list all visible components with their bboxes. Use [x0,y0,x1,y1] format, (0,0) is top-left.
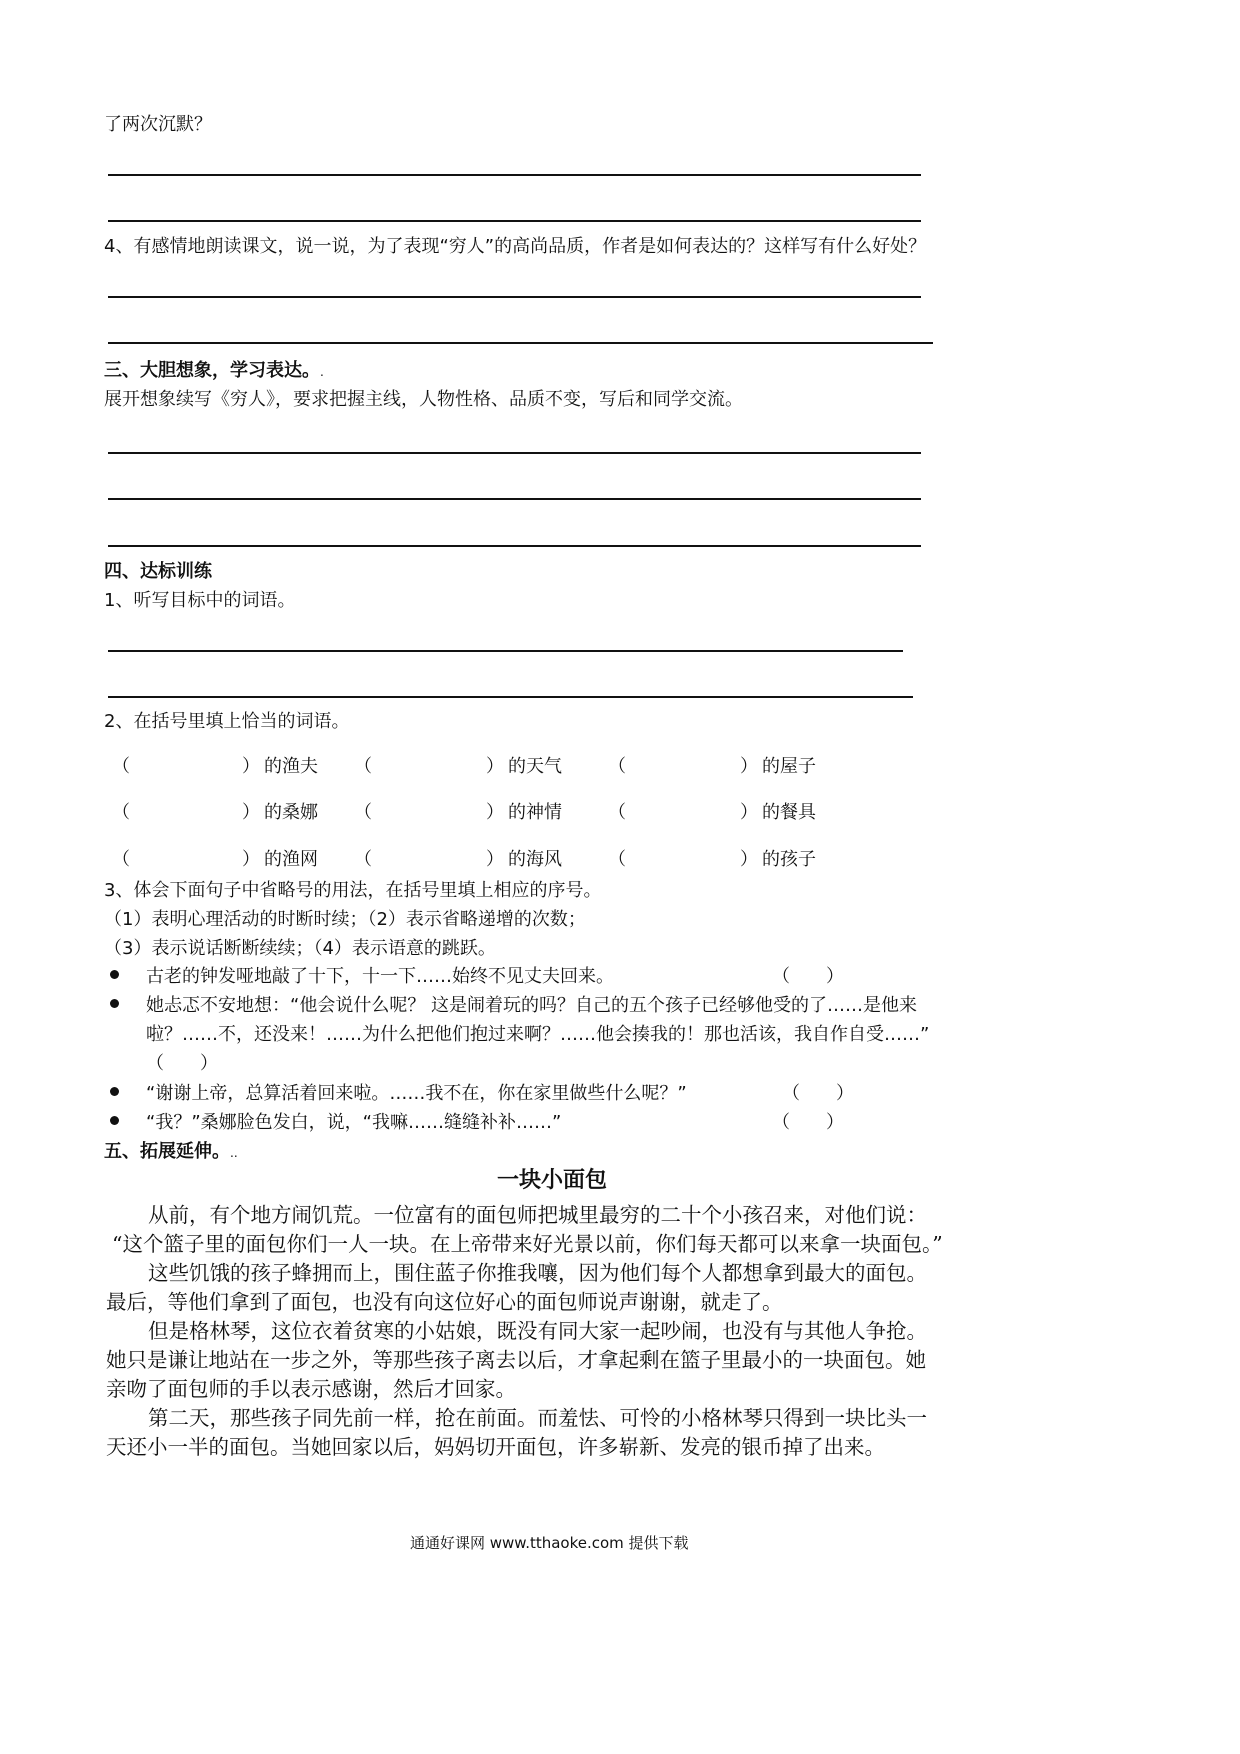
fill-blank-word: 的孩子 [762,849,816,870]
close-paren: ） [242,802,260,823]
story-line: 她只是谦让地站在一步之外，等那些孩子离去以后，才拿起剩在篮子里最小的一块面包。她 [106,1348,926,1372]
story-line: “这个篮子里的面包你们一人一块。在上帝带来好光景以前，你们每天都可以来拿一块面包。” [112,1232,943,1256]
open-paren: （ [608,802,626,823]
fill-blank-word: 的餐具 [762,802,816,823]
answer-line [108,220,921,222]
section-3-heading: 三、大胆想象，学习表达。. [104,360,324,381]
fill-blank-word: 的渔网 [264,849,318,870]
open-paren: （ [608,849,626,870]
open-paren: （ [112,849,130,870]
section-4-question-2: 2、在括号里填上恰当的词语。 [104,711,350,732]
story-line: 但是格林琴，这位衣着贫寒的小姑娘，既没有同大家一起吵闹，也没有与其他人争抢。 [148,1319,927,1343]
bullet-icon [110,1087,119,1096]
sentence-1: 古老的钟发哑地敲了十下，十一下……始终不见丈夫回来。 [146,966,614,987]
story-line: 亲吻了面包师的手以表示感谢，然后才回家。 [106,1377,516,1401]
close-paren: ） [740,756,758,777]
sentence-2-line-2: 啦？……不，还没来！……为什么把他们抱过来啊？……他会揍我的！那也活该，我自作自受……” [146,1024,930,1045]
bullet-icon [110,999,119,1008]
story-line: 这些饥饿的孩子蜂拥而上，围住蓝子你推我嚷，因为他们每个人都想拿到最大的面包。 [148,1261,927,1285]
fill-blank-word: 的海风 [508,849,562,870]
section-5-heading: 五、拓展延伸。.. [104,1141,238,1162]
answer-line [108,342,933,344]
close-paren: ） [486,802,504,823]
bullet-icon [110,1116,119,1125]
fill-blank-word: 的屋子 [762,756,816,777]
sentence-2-line-1: 她忐忑不安地想：“他会说什么呢？ 这是闹着玩的吗？自己的五个孩子已经够他受的了……是他来 [146,995,918,1016]
open-paren: （ [608,756,626,777]
close-paren: ） [242,756,260,777]
answer-slot: （ ） [146,1053,218,1074]
answer-slot: （ ） [782,1083,854,1104]
answer-slot: （ ） [772,966,844,987]
close-paren: ） [740,802,758,823]
bullet-icon [110,970,119,979]
close-paren: ） [486,756,504,777]
sentence-4: “我？”桑娜脸色发白，说，“我嘛……缝缝补补……” [146,1112,562,1133]
fill-blank-word: 的渔夫 [264,756,318,777]
page-footer: 通通好课网 www.tthaoke.com 提供下载 [410,1534,689,1552]
ellipsis-usage-1: （1）表明心理活动的时断时续；（2）表示省略递增的次数； [104,909,586,930]
story-title: 一块小面包 [497,1168,608,1193]
answer-line [108,545,921,547]
fill-blank-word: 的桑娜 [264,802,318,823]
section-3-prompt: 展开想象续写《穷人》，要求把握主线，人物性格、品质不变，写后和同学交流。 [104,389,743,410]
answer-line [108,452,921,454]
story-line: 从前，有个地方闹饥荒。一位富有的面包师把城里最穷的二十个小孩召来，对他们说： [148,1203,927,1227]
question-4: 4、有感情地朗读课文，说一说，为了表现“穷人”的高尚品质，作者是如何表达的？这样写有什么好处？ [104,236,927,257]
fill-blank-word: 的天气 [508,756,562,777]
answer-slot: （ ） [772,1112,844,1133]
answer-line [108,696,913,698]
open-paren: （ [112,802,130,823]
answer-line [108,650,903,652]
question-3-tail: 了两次沉默？ [104,114,212,135]
answer-line [108,498,921,500]
section-4-question-3: 3、体会下面句子中省略号的用法，在括号里填上相应的序号。 [104,880,602,901]
story-line: 天还小一半的面包。当她回家以后，妈妈切开面包，许多崭新、发亮的银币掉了出来。 [106,1435,885,1459]
close-paren: ） [740,849,758,870]
story-line: 第二天，那些孩子同先前一样，抢在前面。而羞怯、可怜的小格林琴只得到一块比头一 [148,1406,927,1430]
open-paren: （ [112,756,130,777]
open-paren: （ [354,849,372,870]
answer-line [108,296,921,298]
open-paren: （ [354,802,372,823]
open-paren: （ [354,756,372,777]
sentence-3: “谢谢上帝，总算活着回来啦。……我不在，你在家里做些什么呢？” [146,1083,687,1104]
section-4-question-1: 1、听写目标中的词语。 [104,590,296,611]
section-4-heading: 四、达标训练 [104,561,212,582]
close-paren: ） [486,849,504,870]
story-line: 最后，等他们拿到了面包，也没有向这位好心的面包师说声谢谢，就走了。 [106,1290,783,1314]
answer-line [108,174,921,176]
ellipsis-usage-2: （3）表示说话断断续续；（4）表示语意的跳跃。 [104,938,496,959]
fill-blank-word: 的神情 [508,802,562,823]
close-paren: ） [242,849,260,870]
